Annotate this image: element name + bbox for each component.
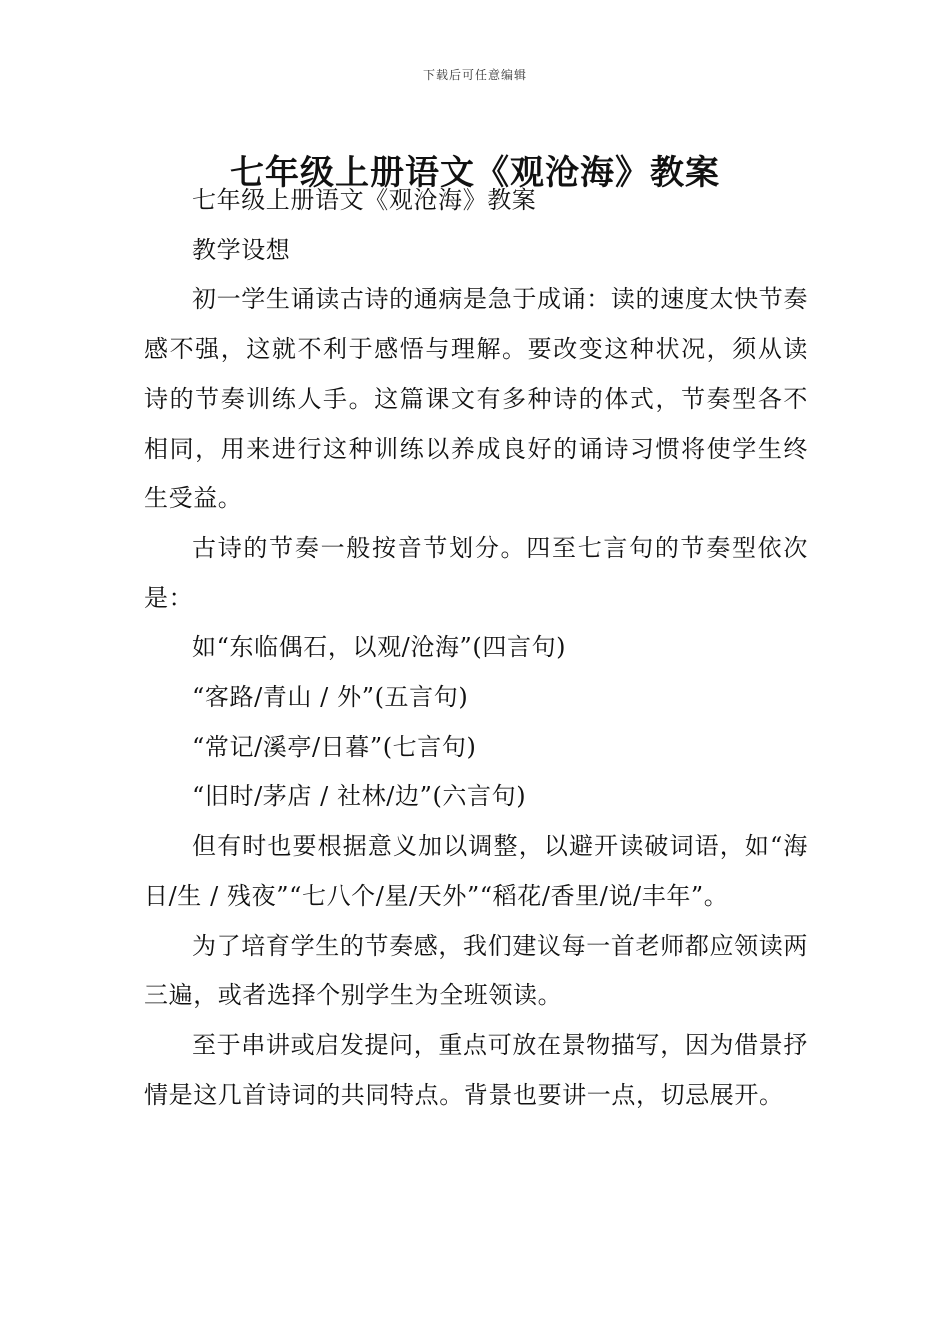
body-paragraph: 但有时也要根据意义加以调整，以避开读破词语，如“海日/生 / 残夜”“七八个/星/天外”“稻花/香里/说/丰年”。: [144, 832, 808, 910]
example-line: “客路/青山 / 外”(五言句): [192, 683, 469, 712]
section-heading: 教学设想: [192, 235, 291, 264]
body-paragraph: 至于串讲或启发提问，重点可放在景物描写，因为借景抒情是这几首诗词的共同特点。背景也要讲一点，切忌展开。: [144, 1030, 808, 1109]
body-paragraph: 为了培育学生的节奏感，我们建议每一首老师都应领读两三遍，或者选择个别学生为全班领读。: [144, 931, 808, 1010]
header-note: 下载后可任意编辑: [422, 68, 527, 82]
body-paragraph: 初一学生诵读古诗的通病是急于成诵：读的速度太快节奏感不强，这就不利于感悟与理解。要改变这种状况，须从读诗的节奏训练人手。这篇课文有多种诗的体式，节奏型各不相同，用来进行这种训练以养成良好的诵诗习惯将使学生终生受益。: [144, 285, 808, 513]
body-paragraph: 古诗的节奏一般按音节划分。四至七言句的节奏型依次是：: [144, 533, 808, 612]
subtitle-paragraph: 七年级上册语文《观沧海》教案: [192, 186, 537, 214]
document-title: 七年级上册语文《观沧海》教案: [230, 152, 720, 193]
example-line: 如“东临偶石，以观/沧海”(四言句): [192, 633, 567, 662]
example-line: “旧时/茅店 / 社林/边”(六言句): [192, 782, 527, 811]
document-body: [144, 176, 808, 1120]
example-line: “常记/溪亭/日暮”(七言句): [192, 732, 477, 761]
